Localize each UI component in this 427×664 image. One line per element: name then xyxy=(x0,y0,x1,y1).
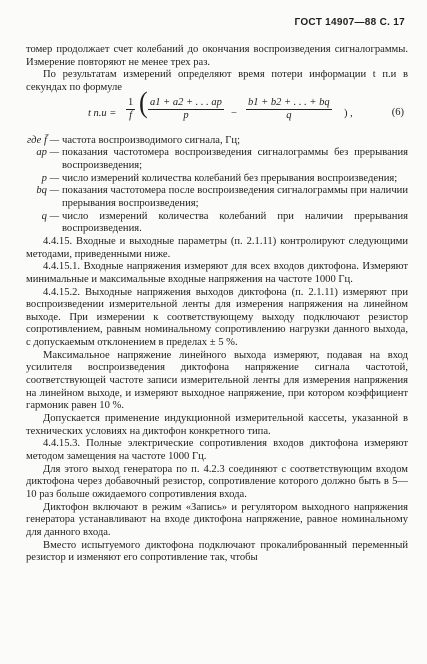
document-body xyxy=(26,44,408,565)
paragraph: 4.4.15.1. Входные напряжения измеряют для всех входов диктофона. Измеряют минимальные и максимальные входные напряжения на частоте 1000 Гц. xyxy=(26,261,408,285)
definition-label: где f̄ — xyxy=(27,134,59,146)
paragraph: 4.4.15. Входные и выходные параметры (п. 2.1.11) контролируют следующими методами, приведенными ниже. xyxy=(26,235,408,260)
definition-text: показания частотомера воспроизведения сигналограммы без прерывания воспроизведения; xyxy=(62,147,408,171)
definitions-list xyxy=(26,135,408,236)
formula-6 xyxy=(26,85,408,133)
definition-label: p — xyxy=(41,172,59,184)
formula-fraction-a: $\frac{a1 + a2 + . . . ap}{p}$ xyxy=(150,96,222,122)
paragraph: Диктофон включают в режим «Запись» и регулятором выходного напряжения генератора устанавливают на входе диктофона напряжение, равное номинальному для данного входа. xyxy=(26,501,408,538)
definition-text: число измерений количества колебаний без прерывания воспроизведения; xyxy=(62,172,398,184)
formula-inverse-frequency: $\frac{1}{f}$ xyxy=(128,96,134,122)
paragraph: По результатам измерений определяют время потери информации t п.и в секундах по формуле xyxy=(26,69,408,93)
paragraph: Максимальное напряжение линейного выхода измеряют, подавая на вход усилителя воспроизведения диктофона напряжение сигнала частотой, соответствующей частоте записи измерительной ленты для измерения напряжения на линейном выходе, и измеряют выходное напряжение, при котором коэффициент гармоник равен 10 %. xyxy=(26,349,408,412)
paragraph: 4.4.15.3. Полные электрические сопротивления входов диктофона измеряют методом замещения на частоте 1000 Гц. xyxy=(26,438,408,463)
paragraph: Для этого выход генератора по п. 4.2.3 соединяют с соответствующим входом диктофона через добавочный резистор, сопротивление которого должно быть в 5—10 раз больше ожидаемого сопротивления входа. xyxy=(26,463,408,500)
formula-fraction-b: $\frac{b1 + b2 + . . . + bq}{q}$ xyxy=(248,96,330,122)
paragraph: Вместо испытуемого диктофона подключают прокалиброванный переменный резистор и изменяют его сопротивление так, чтобы xyxy=(26,539,408,564)
definition-text: частота воспроизводимого сигнала, Гц; xyxy=(62,134,241,146)
definition-label: q — xyxy=(41,210,59,222)
paragraph: 4.4.15.2. Выходные напряжения выходов диктофона (п. 2.1.11) измеряют при воспроизведении измерительной ленты для измерения напряжения на линейном выходе. При измерении к соответствующему выходу подключают резистор сопротивлением, равным номинальному сопротивлению нагрузки данного выхода, с допускаемым отклонением в пределах ± 5 %. xyxy=(26,286,408,349)
page-header: ГОСТ 14907—88 С. 17 xyxy=(294,17,405,28)
formula-number: (6) xyxy=(391,106,404,118)
formula-minus: − xyxy=(231,107,237,119)
paragraph: томер продолжает счет колебаний до окончания воспроизведения сигналограммы. Измерение повторяют не менее трех раз. xyxy=(26,44,408,68)
formula-left-paren: ( xyxy=(139,85,148,119)
definition-text: показания частотомера после воспроизведения сигналограммы при наличии прерывания воспроизведения; xyxy=(62,185,408,209)
definition-label: ap — xyxy=(36,147,59,159)
definition-label: bq — xyxy=(36,185,59,197)
formula-tail: ) , xyxy=(344,107,353,119)
paragraph: Допускается применение индукционной измерительной кассеты, указанной в технических условиях на диктофон конкретного типа. xyxy=(26,413,408,437)
formula-lhs: t п.и = xyxy=(88,107,117,119)
definition-text: число измерений количества колебаний при наличии прерывания воспроизведения. xyxy=(62,210,408,235)
